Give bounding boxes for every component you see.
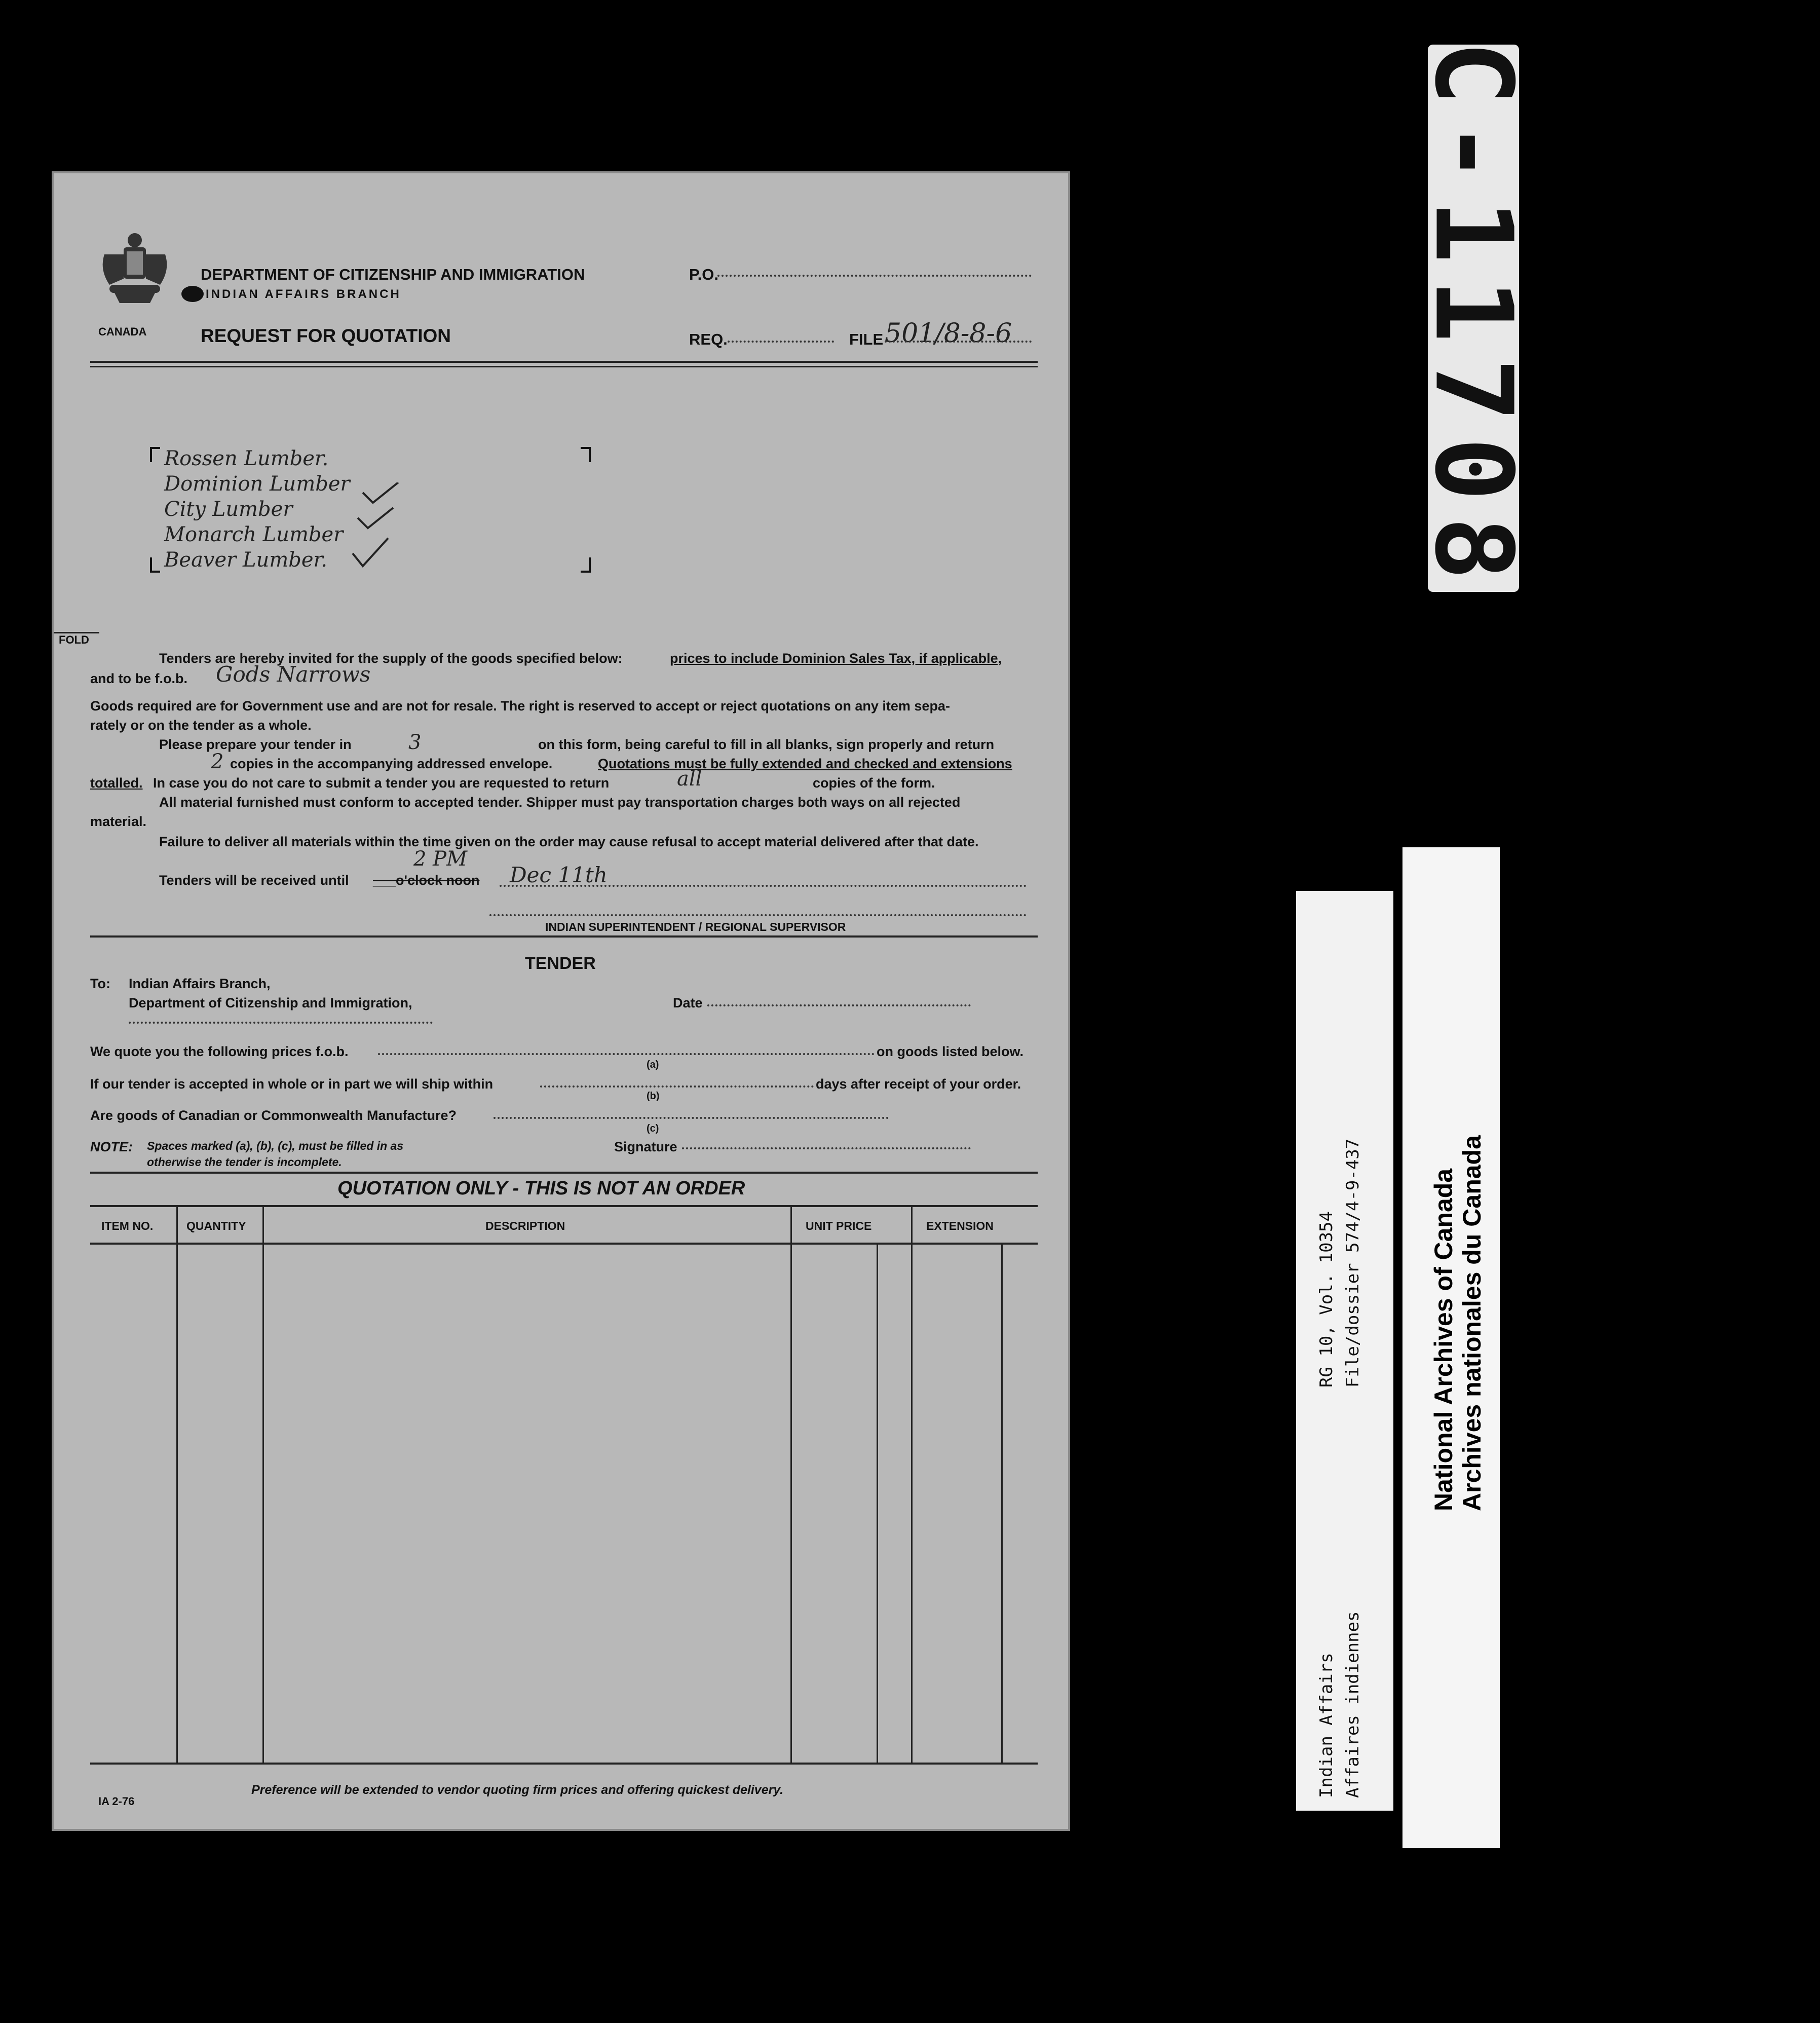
prepare-label: Please prepare your tender in [159, 737, 352, 752]
form-number: IA 2-76 [98, 1795, 135, 1808]
col-divider-2 [262, 1207, 264, 1765]
addressee-5: Beaver Lumber. [164, 548, 327, 572]
mark-c: (c) [647, 1123, 659, 1134]
signature-label: Signature [614, 1139, 677, 1154]
footer-note: Preference will be extended to vendor quoting firm prices and offering quickest delivery. [251, 1783, 784, 1797]
date-field [707, 1004, 971, 1006]
col-header-extension: EXTENSION [926, 1219, 994, 1232]
nac-french: Archives nationales du Canada [1458, 1135, 1486, 1511]
received-time: 2 PM [413, 847, 468, 871]
department-title: DEPARTMENT OF CITIZENSHIP AND IMMIGRATION [201, 266, 585, 283]
received-date: Dec 11th [510, 863, 608, 887]
branch-title: INDIAN AFFAIRS BRANCH [206, 287, 401, 301]
address-bracket-tl [150, 447, 160, 462]
col-divider-3 [790, 1207, 792, 1765]
req-label: REQ. [689, 330, 728, 348]
note-label: NOTE: [90, 1139, 133, 1154]
mark-b: (b) [647, 1091, 660, 1102]
to-line-1: Indian Affairs Branch, [129, 976, 271, 991]
address-bracket-br [581, 557, 591, 573]
file-label: FILE [849, 330, 884, 348]
col-divider-1 [176, 1207, 178, 1765]
coat-of-arms-icon [94, 229, 175, 305]
quote-label: We quote you the following prices f.o.b. [90, 1044, 349, 1059]
to-line-3 [129, 1022, 433, 1024]
archive-reference-label [1296, 891, 1393, 1811]
label-dept-2: Affaires indiennes [1343, 1611, 1363, 1798]
col-header-item-no: ITEM NO. [101, 1219, 154, 1232]
case-line: In case you do not care to submit a tender you are requested to return [153, 775, 610, 791]
fold-rule [54, 632, 99, 633]
copies-line: copies in the accompanying addressed envelope. [230, 756, 553, 771]
goods-label: Are goods of Canadian or Commonwealth Manufacture? [90, 1108, 457, 1123]
addressee-2: Dominion Lumber [164, 472, 350, 496]
col-header-quantity: QUANTITY [186, 1219, 246, 1232]
po-label: P.O. [689, 266, 719, 283]
quotation-rule-top [90, 1172, 1038, 1174]
reel-number: C-11708 [1411, 41, 1536, 596]
tender-title: TENDER [525, 954, 596, 973]
invite-underlined: prices to include Dominion Sales Tax, if applicable, [670, 651, 1002, 666]
table-header-rule [90, 1243, 1038, 1245]
items-table [90, 1207, 1038, 1765]
addressee-4: Monarch Lumber [164, 523, 344, 546]
received-struck: ___o'clock noon [373, 873, 480, 888]
para-failure: Failure to deliver all materials within the time given on the order may cause refusal to accept material delivered after that date. [159, 834, 979, 849]
material-word: material. [90, 814, 147, 829]
superintendent-field [489, 914, 1027, 916]
invite-text: Tenders are hereby invited for the supply of the goods specified below: [159, 651, 623, 666]
form-title: REQUEST FOR QUOTATION [201, 325, 451, 346]
note-text-1: Spaces marked (a), (b), (c), must be filled in as [147, 1139, 404, 1152]
nac-english: National Archives of Canada [1429, 1168, 1458, 1511]
case-rest: copies of the form. [813, 775, 935, 791]
col-divider-4 [877, 1243, 878, 1765]
col-header-unit-price: UNIT PRICE [806, 1219, 872, 1232]
prepare-rest: on this form, being careful to fill in all blanks, sign properly and return [538, 737, 995, 752]
file-number: 501/8-8-6 [885, 318, 1012, 349]
checkmarks [327, 482, 439, 584]
col-header-description: DESCRIPTION [485, 1219, 565, 1232]
reel-number-strip [1411, 41, 1536, 596]
req-field [728, 341, 834, 343]
return-value: 2 [211, 750, 224, 773]
addressee-3: City Lumber [164, 498, 293, 521]
quote-rest: on goods listed below. [877, 1044, 1023, 1059]
note-text-2: otherwise the tender is incomplete. [147, 1155, 342, 1169]
case-value: all [677, 767, 702, 791]
header-rule [90, 361, 1038, 363]
ink-blot [181, 286, 204, 302]
received-field [500, 885, 1027, 887]
prepare-value: 3 [408, 731, 422, 754]
mark-a: (a) [647, 1059, 659, 1070]
date-label: Date [673, 995, 703, 1010]
fold-label: FOLD [59, 633, 89, 646]
address-bracket-tr [581, 447, 591, 462]
quotation-form-document [52, 171, 1070, 1831]
totalled-word: totalled. [90, 775, 143, 791]
goods-field [494, 1117, 889, 1119]
label-ref-2: File/dossier 574/4-9-437 [1343, 1138, 1363, 1388]
copies-underlined: Quotations must be fully extended and checked and extensions [598, 756, 1012, 771]
para-material: All material furnished must conform to accepted tender. Shipper must pay transportation charges both ways on all rejected [159, 795, 961, 810]
label-ref-1: RG 10, Vol. 10354 [1316, 1211, 1337, 1388]
superintendent-label: INDIAN SUPERINTENDENT / REGIONAL SUPERVISOR [545, 920, 846, 933]
header-rule-2 [90, 366, 1038, 367]
file-field [885, 341, 1032, 343]
fob-label: and to be f.o.b. [90, 671, 187, 686]
ship-label: If our tender is accepted in whole or in part we will ship within [90, 1076, 494, 1092]
to-label: To: [90, 976, 110, 991]
national-archives-label [1402, 847, 1500, 1848]
quotation-only-banner: QUOTATION ONLY - THIS IS NOT AN ORDER [337, 1178, 745, 1199]
col-divider-5 [911, 1207, 913, 1765]
col-divider-6 [1001, 1243, 1003, 1765]
received-label: Tenders will be received until [159, 873, 349, 888]
address-bracket-bl [150, 557, 160, 573]
para-goods-1: Goods required are for Government use and are not for resale. The right is reserved to accept or reject quotations on any item sepa- [90, 698, 950, 714]
label-dept-1: Indian Affairs [1316, 1653, 1337, 1798]
addressee-1: Rossen Lumber. [164, 447, 329, 470]
tender-rule [90, 935, 1038, 938]
quote-field [378, 1053, 875, 1055]
ship-field [540, 1085, 814, 1088]
ship-rest: days after receipt of your order. [816, 1076, 1021, 1092]
canada-label: CANADA [98, 325, 147, 338]
para-goods-2: rately or on the tender as a whole. [90, 718, 312, 733]
po-field [717, 275, 1032, 277]
fob-value: Gods Narrows [216, 662, 371, 687]
signature-field [682, 1147, 971, 1149]
to-line-2: Department of Citizenship and Immigration, [129, 995, 412, 1010]
